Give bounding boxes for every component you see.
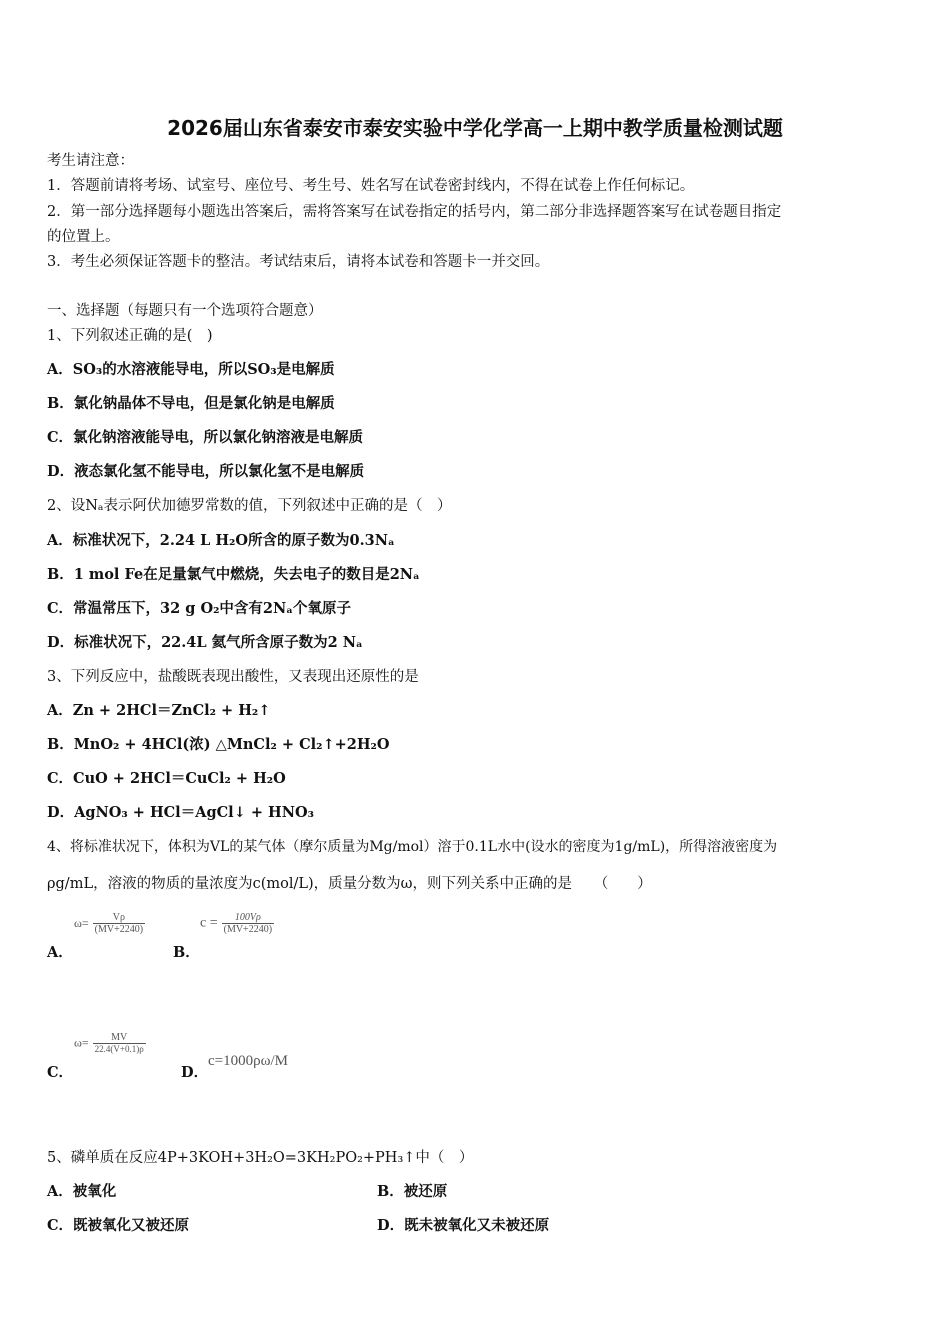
question-3-stem: 3、下列反应中，盐酸既表现出酸性，又表现出还原性的是 — [47, 669, 419, 685]
question-4-option-a-label: A． — [47, 944, 73, 961]
question-1-option-c: C．氯化钠溶液能导电，所以氯化钠溶液是电解质 — [47, 429, 364, 446]
formula-d: c=1000ρω/M — [208, 1053, 288, 1069]
formula-a — [74, 912, 145, 935]
formula-b-fraction — [222, 912, 274, 935]
formula-a-lhs: ω= — [74, 916, 89, 930]
question-3-option-a: A．Zn + 2HCl＝ZnCl₂ + H₂↑ — [47, 702, 271, 719]
formula-a-numerator: Vρ — [93, 912, 145, 924]
question-2-option-b: B．1 mol Fe在足量氯气中燃烧，失去电子的数目是2Nₐ — [47, 566, 420, 583]
notice-item: 3．考生必须保证答题卡的整洁。考试结束后，请将本试卷和答题卡一并交回。 — [47, 254, 550, 270]
question-3-option-d: D．AgNO₃ + HCl＝AgCl↓ + HNO₃ — [47, 804, 314, 821]
question-2-option-a: A．标准状况下，2.24 L H₂O所含的原子数为0.3Nₐ — [47, 532, 395, 549]
formula-b-denominator: (MV+2240) — [223, 924, 273, 935]
question-2-option-d: D．标准状况下，22.4L 氦气所含原子数为2 Nₐ — [47, 634, 363, 651]
question-2-option-c: C．常温常压下，32 g O₂中含有2Nₐ个氧原子 — [47, 600, 352, 617]
formula-c-lhs: ω= — [74, 1035, 89, 1050]
question-4-option-c-label: C． — [47, 1064, 74, 1081]
question-5-option-a: A．被氧化 — [47, 1183, 117, 1200]
formula-c-denominator: 22.4(V+0.1)ρ — [94, 1044, 144, 1054]
question-4-option-b-label: B． — [173, 944, 200, 961]
formula-c-numerator: MV — [93, 1032, 146, 1044]
notice-item: 的位置上。 — [47, 229, 120, 245]
notice-item: 1．答题前请将考场、试室号、座位号、考生号、姓名写在试卷密封线内，不得在试卷上作任何标记。 — [47, 178, 695, 194]
question-5-option-c: C．既被氧化又被还原 — [47, 1217, 190, 1234]
question-5-option-d: D．既未被氧化又未被还原 — [377, 1217, 550, 1234]
notice-item: 2．第一部分选择题每小题选出答案后，需将答案写在试卷指定的括号内，第二部分非选择题答案写在试卷题目指定 — [47, 204, 782, 220]
formula-b-lhs: c = — [200, 915, 218, 931]
formula-a-fraction — [93, 912, 145, 935]
page-title: 2026届山东省泰安市泰安实验中学化学高一上期中教学质量检测试题 — [167, 116, 783, 140]
question-1-stem: 1、下列叙述正确的是( ) — [47, 328, 213, 344]
formula-c — [74, 1032, 146, 1054]
question-4-stem-line1: 4、将标准状况下，体积为VL的某气体（摩尔质量为Mg/mol）溶于0.1L水中(设水的密度为1g/mL)，所得溶液密度为 — [47, 839, 778, 855]
formula-c-fraction — [93, 1032, 146, 1054]
notice-header: 考生请注意： — [47, 153, 134, 169]
question-1-option-b: B．氯化钠晶体不导电，但是氯化钠是电解质 — [47, 395, 335, 412]
question-3-option-b: B．MnO₂ + 4HCl(浓) △MnCl₂ + Cl₂↑+2H₂O — [47, 736, 390, 753]
section-heading: 一、选择题（每题只有一个选项符合题意） — [47, 303, 323, 319]
question-1-option-a: A．SO₃的水溶液能导电，所以SO₃是电解质 — [47, 361, 335, 378]
question-5-stem: 5、磷单质在反应4P+3KOH+3H₂O=3KH₂PO₂+PH₃↑中（ ） — [47, 1150, 474, 1166]
formula-b — [200, 912, 274, 935]
formula-b-numerator: 100Vρ — [222, 912, 274, 924]
question-2-stem: 2、设Nₐ表示阿伏加德罗常数的值，下列叙述中正确的是（ ） — [47, 498, 452, 514]
question-3-option-c: C．CuO + 2HCl＝CuCl₂ + H₂O — [47, 770, 286, 787]
question-1-option-d: D．液态氯化氢不能导电，所以氯化氢不是电解质 — [47, 463, 365, 480]
formula-a-denominator: (MV+2240) — [94, 924, 144, 935]
question-4-stem-line2: ρg/mL，溶液的物质的量浓度为c(mol/L)，质量分数为ω，则下列关系中正确的是 （ ） — [47, 876, 652, 892]
question-5-option-b: B．被还原 — [377, 1183, 448, 1200]
question-4-option-d-label: D． — [181, 1064, 209, 1081]
